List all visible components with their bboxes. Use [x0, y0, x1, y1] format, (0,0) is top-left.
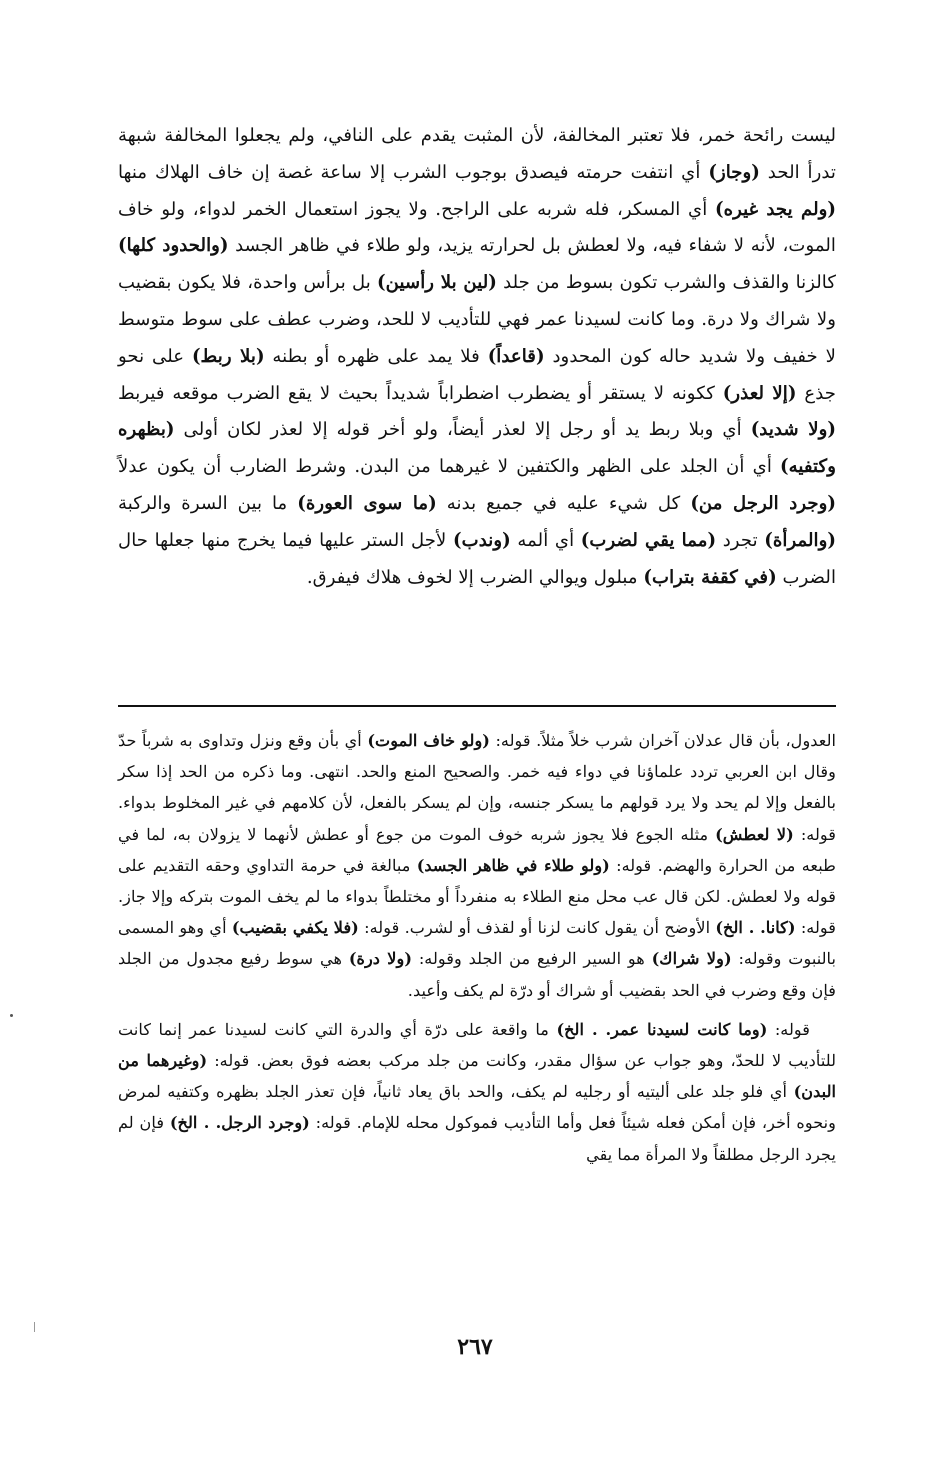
scan-mark: [34, 1322, 35, 1332]
bold-term: (ولا درة): [348, 949, 412, 969]
bold-term: (ولا شديد): [750, 419, 837, 441]
text-run: أي ألمه: [510, 529, 581, 551]
bold-term: (في كقفة بتراب): [643, 566, 777, 588]
text-run: هي سوط رفيع مجدول من الجلد فإن وقع وضرب في الحد بقضيب أو شراك أو درّة لم يكف وأعيد.: [118, 949, 836, 1000]
bold-term: (ما سوى العورة): [297, 492, 437, 514]
bold-term: (بلا ربط): [191, 345, 265, 367]
text-run: كالزنا والقذف والشرب تكون بسوط من جلد: [496, 272, 836, 294]
bold-term: (وغيرهما من البدن): [118, 1051, 836, 1102]
bold-term: (كانا. . الخ): [715, 918, 796, 938]
text-run: أي المسكر، فله شربه على الراجح. ولا يجوز استعمال الخمر لدواء، ولو خاف الموت، لأنه لا شفاء فيه، ولا لعطش بل لحرارته يزيد، ولو طلاء في ظاهر الجسد: [118, 198, 836, 257]
scan-speck: [10, 1014, 13, 1017]
text-run: هو السير الرفيع من الجلد وقوله:: [412, 949, 652, 969]
text-run: أي بأن وقع ونزل وتداوى به شرباً حدّ وقال ابن العربي تردد علماؤنا في دواء فيه خمر. والصحيح المنع والحد. انتهى. وما ذكره من الحد إذا سكر بالفعل وإلا لم يحد ولا يرد قولهم ما يسكر جنسه، وإن لم يسكر بالفعل، لأن كلامهم في غير المخلوط بدواء. قوله:: [118, 731, 836, 844]
bold-term: (والحدود كلها): [118, 235, 229, 257]
text-run: كل شيء عليه في جميع بدنه: [436, 492, 691, 514]
bold-term: (وجرد الرجل. . الخ): [169, 1113, 310, 1133]
text-run: مبالغة في حرمة التداوي وحقه التقديم على قوله ولا لعطش. لكن قال عب محل منع الطلاء به منفرداً أو مختلطاً بدواء ما لم يخف الموت بتركه وإلا جاز. قوله:: [118, 855, 837, 938]
text-run: ما واقعة على درّة أي والدرة التي كانت لسيدنا عمر إنما كانت للتأديب لا للحدّ، وهو جواب عن سؤال مقدر، وكانت من جلد مركب بعضه فوق بعض. قوله:: [118, 1019, 837, 1071]
text-run: قوله:: [767, 1019, 811, 1039]
bold-term: (لا لعطش): [715, 824, 794, 844]
bold-term: (قاعداً): [487, 345, 545, 367]
bold-term: (ولا شراك): [651, 949, 732, 969]
bold-term: (بظهره وكتفيه): [118, 419, 836, 478]
text-run: فإن لم يجرد الرجل مطلقاً ولا المرأة مما يقي: [118, 1113, 836, 1164]
text-run: مثله الجوع فلا يجوز شربه خوف الموت من جوع أو عطش لأنهما لا يزولان به، لما في طبعه من الحرارة والهضم. قوله:: [118, 824, 836, 875]
bold-term: (فلا يكفي بقضيب): [231, 918, 359, 938]
text-run: أي انتفت حرمته فيصدق بوجوب الشرب إلا ساعة غصة إن خاف الهلاك منها: [118, 161, 709, 183]
text-run: فلا يمد على ظهره أو بطنه: [264, 345, 488, 367]
bold-term: (وما كانت لسيدنا عمر. . الخ): [556, 1019, 768, 1039]
text-run: أي وهو المسمى بالنبوت وقوله:: [118, 918, 836, 969]
text-run: على نحو جذع: [118, 345, 836, 404]
bold-term: (وجرد الرجل من): [690, 492, 836, 514]
text-run: ككونه لا يستقر أو يضطرب اضطراباً شديداً بحيث لا يقع الضرب موقعه فيربط: [118, 382, 723, 404]
footnote-paragraph-1: [118, 725, 836, 1006]
bold-term: (وجاز): [708, 161, 760, 183]
bold-term: (ولو خاف الموت): [367, 731, 490, 750]
bold-term: (مما يقي لضرب): [580, 529, 717, 551]
bold-term: (وندب): [453, 529, 511, 551]
text-run: أي أن الجلد على الظهر والكتفين لا غيرهما من البدن. وشرط الضارب أن يكون عدلاً: [118, 456, 781, 478]
bold-term: (ولم يجد غيره): [714, 198, 836, 220]
bold-term: (والمرأة): [764, 529, 836, 551]
text-run: ليست رائحة خمر، فلا تعتبر المخالفة، لأن المثبت يقدم على النافي، ولم يجعلوا المخالفة شبهة تدرأ الحد: [118, 125, 837, 183]
main-paragraph: [118, 118, 836, 596]
footnote-separator: [118, 705, 836, 707]
text-run: العدول، بأن قال عدلان آخران شرب خلاً مثلاً. قوله:: [489, 731, 836, 750]
text-run: لأجل الستر عليها فيما يخرج منها جعلها حال الضرب: [118, 529, 836, 588]
text-run: مبلول ويوالي الضرب إلا لخوف هلاك فيفرق.: [306, 566, 644, 588]
text-run: أي فلو جلد على أليتيه أو رجليه لم يكف، والحد باق يعاد ثانياً، فإن تعذر الجلد بظهره وكتفيه لمرض ونحوه أخر، فإن أمكن فعله شيئاً فعل وأما التأديب فموكول محله للإمام. قوله:: [118, 1082, 837, 1133]
text-run: بل برأس واحدة، فلا يكون بقضيب ولا شراك ولا درة. وما كانت لسيدنا عمر فهي للتأديب لا للحد، وضرب عطف على سوط متوسط لا خفيف ولا شديد حاله كون المحدود: [118, 272, 836, 367]
bold-term: (ولو طلاء في ظاهر الجسد): [416, 855, 610, 875]
page-number: ٢٦٧: [457, 1334, 493, 1360]
text-run: تجرد: [716, 529, 765, 551]
bold-term: (لين بلا رأسين): [377, 272, 497, 294]
footnotes: [118, 725, 836, 1170]
bold-term: (إلا لعذر): [722, 382, 797, 404]
text-run: الأوضح أن يقول كانت لزنا أو لقذف أو لشرب. قوله:: [358, 918, 716, 938]
text-run: ما بين السرة والركبة: [118, 492, 298, 514]
footnote-paragraph-2: [118, 1014, 836, 1170]
main-text: [118, 118, 836, 596]
text-run: أي وبلا ربط يد أو رجل إلا لعذر أيضاً، ولو أخر قوله إلا لعذر لكان أولى: [174, 419, 751, 441]
